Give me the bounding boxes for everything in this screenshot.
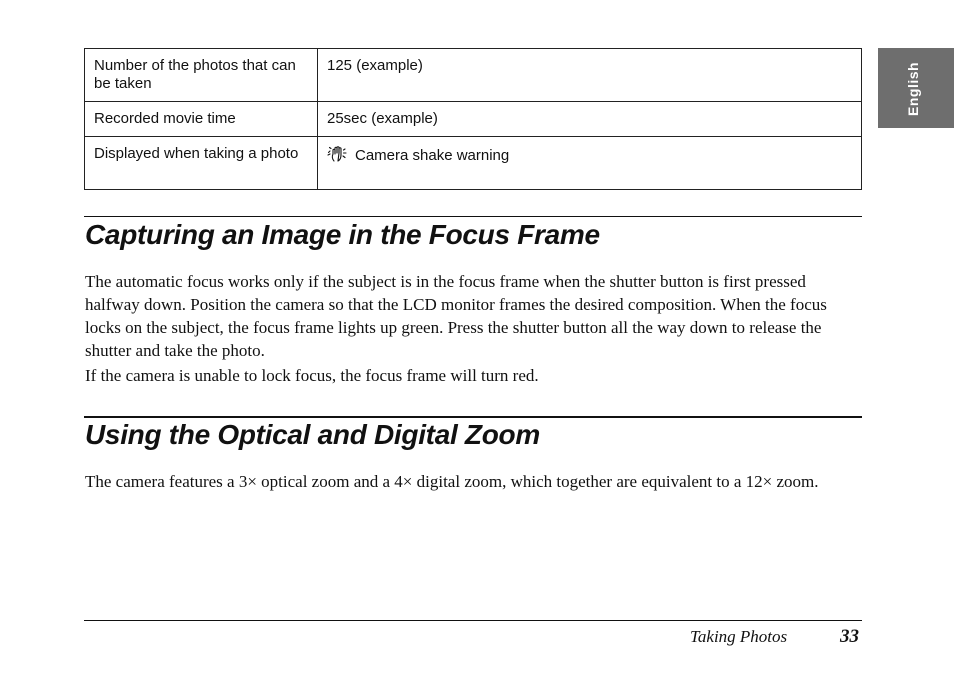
camera-shake-icon	[327, 145, 349, 163]
section-divider	[84, 416, 862, 418]
footer-section-name: Taking Photos	[690, 627, 788, 646]
section-title: Capturing an Image in the Focus Frame	[85, 219, 600, 250]
section-title: Using the Optical and Digital Zoom	[85, 419, 540, 450]
body-paragraph: The camera features a 3× optical zoom and a 4× digital zoom, which together are equivalent to a 12× zoom.	[85, 472, 819, 491]
table-row	[85, 102, 862, 137]
table-cell-value: 25sec (example)	[318, 102, 862, 137]
table-cell-label: Number of the photos that can be taken	[85, 49, 318, 102]
table-cell-value	[318, 137, 862, 190]
table-row	[85, 137, 862, 190]
table-cell-value: 125 (example)	[318, 49, 862, 102]
language-side-tab	[878, 48, 954, 128]
camera-shake-label: Camera shake warning	[355, 147, 510, 164]
section-divider	[84, 216, 862, 217]
body-paragraph: The automatic focus works only if the subject is in the focus frame when the shutter button is first pressed halfway down. Position the camera so that the LCD monitor frames the desired composition. When the focus locks on the subject, the focus frame lights up green. Press the shutter button all the way down to release the shutter and take the photo.	[85, 272, 827, 360]
table-row	[85, 49, 862, 102]
body-paragraph: If the camera is unable to lock focus, the focus frame will turn red.	[85, 366, 539, 385]
spec-table	[84, 48, 862, 190]
table-cell-label: Recorded movie time	[85, 102, 318, 137]
table-cell-label: Displayed when taking a photo	[85, 137, 318, 190]
page-number: 33	[840, 626, 859, 647]
language-tab-label: English	[905, 61, 921, 116]
footer-divider	[84, 620, 862, 621]
